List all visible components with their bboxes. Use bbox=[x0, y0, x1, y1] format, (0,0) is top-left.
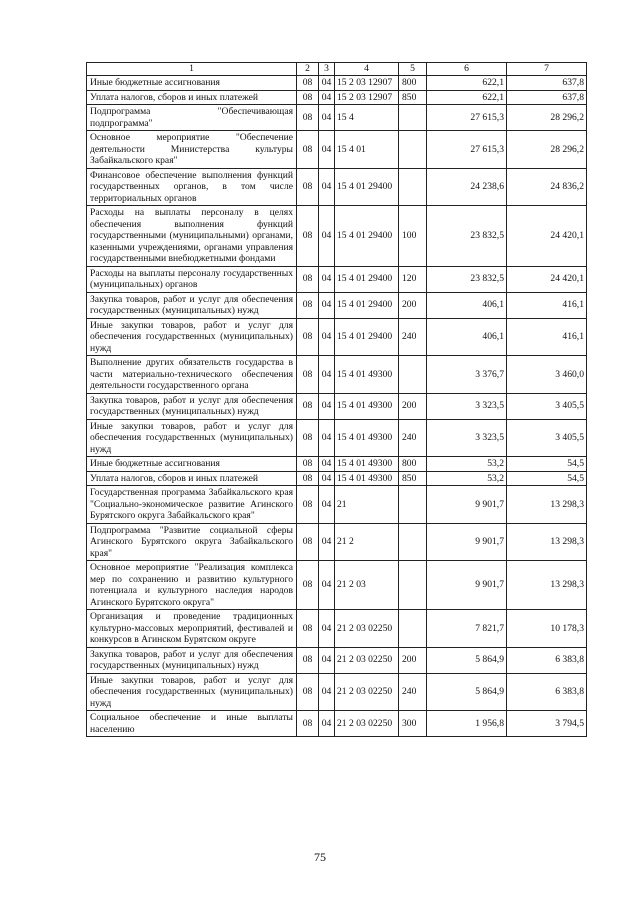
amount-col6-cell: 3 323,5 bbox=[427, 419, 507, 457]
amount-col7-cell: 3 460,0 bbox=[507, 356, 587, 394]
expense-type-cell: 200 bbox=[399, 393, 427, 419]
target-article-cell: 21 2 03 02250 bbox=[335, 610, 399, 648]
table-row bbox=[87, 457, 587, 472]
amount-col6-cell: 9 901,7 bbox=[427, 561, 507, 610]
table-row bbox=[87, 647, 587, 673]
section-code-cell: 08 bbox=[297, 647, 319, 673]
amount-col7-cell: 13 298,3 bbox=[507, 486, 587, 524]
table-row bbox=[87, 76, 587, 91]
subsection-code-cell: 04 bbox=[319, 76, 335, 91]
subsection-code-cell: 04 bbox=[319, 457, 335, 472]
subsection-code-cell: 04 bbox=[319, 131, 335, 169]
row-name-cell: Расходы на выплаты персоналу государственных (муниципальных) органов bbox=[87, 266, 297, 292]
row-name-cell: Уплата налогов, сборов и иных платежей bbox=[87, 471, 297, 486]
amount-col6-cell: 9 901,7 bbox=[427, 523, 507, 561]
table-header-row bbox=[87, 63, 587, 76]
amount-col6-cell: 53,2 bbox=[427, 471, 507, 486]
amount-col6-cell: 27 615,3 bbox=[427, 105, 507, 131]
target-article-cell: 15 4 01 29400 bbox=[335, 266, 399, 292]
expense-type-cell bbox=[399, 486, 427, 524]
target-article-cell: 15 4 01 bbox=[335, 131, 399, 169]
subsection-code-cell: 04 bbox=[319, 561, 335, 610]
expense-type-cell: 240 bbox=[399, 673, 427, 711]
target-article-cell: 15 4 01 49300 bbox=[335, 471, 399, 486]
target-article-cell: 15 4 01 29400 bbox=[335, 318, 399, 356]
table-row bbox=[87, 393, 587, 419]
header-cell: 6 bbox=[427, 63, 507, 76]
row-name-cell: Иные закупки товаров, работ и услуг для обеспечения государственных (муниципальных) нужд bbox=[87, 673, 297, 711]
row-name-cell: Подпрограмма "Развитие социальной сферы Агинского Бурятского округа Забайкальского края" bbox=[87, 523, 297, 561]
section-code-cell: 08 bbox=[297, 292, 319, 318]
expense-type-cell: 850 bbox=[399, 90, 427, 105]
section-code-cell: 08 bbox=[297, 471, 319, 486]
header-cell: 2 bbox=[297, 63, 319, 76]
amount-col6-cell: 7 821,7 bbox=[427, 610, 507, 648]
expense-type-cell bbox=[399, 523, 427, 561]
header-cell: 4 bbox=[335, 63, 399, 76]
subsection-code-cell: 04 bbox=[319, 266, 335, 292]
section-code-cell: 08 bbox=[297, 393, 319, 419]
section-code-cell: 08 bbox=[297, 318, 319, 356]
subsection-code-cell: 04 bbox=[319, 318, 335, 356]
amount-col6-cell: 622,1 bbox=[427, 90, 507, 105]
subsection-code-cell: 04 bbox=[319, 610, 335, 648]
subsection-code-cell: 04 bbox=[319, 168, 335, 206]
expense-type-cell: 300 bbox=[399, 711, 427, 737]
row-name-cell: Социальное обеспечение и иные выплаты населению bbox=[87, 711, 297, 737]
row-name-cell: Уплата налогов, сборов и иных платежей bbox=[87, 90, 297, 105]
amount-col7-cell: 54,5 bbox=[507, 471, 587, 486]
header-cell: 3 bbox=[319, 63, 335, 76]
expense-type-cell bbox=[399, 131, 427, 169]
amount-col7-cell: 54,5 bbox=[507, 457, 587, 472]
row-name-cell: Закупка товаров, работ и услуг для обеспечения государственных (муниципальных) нужд bbox=[87, 647, 297, 673]
subsection-code-cell: 04 bbox=[319, 419, 335, 457]
amount-col6-cell: 5 864,9 bbox=[427, 647, 507, 673]
row-name-cell: Организация и проведение традиционных культурно-массовых мероприятий, фестивалей и конкурсов в Агинском Бурятском округе bbox=[87, 610, 297, 648]
amount-col6-cell: 5 864,9 bbox=[427, 673, 507, 711]
amount-col6-cell: 406,1 bbox=[427, 292, 507, 318]
subsection-code-cell: 04 bbox=[319, 471, 335, 486]
expense-type-cell bbox=[399, 168, 427, 206]
table-row bbox=[87, 673, 587, 711]
row-name-cell: Закупка товаров, работ и услуг для обеспечения государственных (муниципальных) нужд bbox=[87, 393, 297, 419]
amount-col7-cell: 6 383,8 bbox=[507, 673, 587, 711]
header-cell: 5 bbox=[399, 63, 427, 76]
row-name-cell: Расходы на выплаты персоналу в целях обеспечения выполнения функций государственными (муниципальными) органами, казенными учреждениями, органами управления государственными внебюджетными фондами bbox=[87, 206, 297, 267]
amount-col7-cell: 24 420,1 bbox=[507, 206, 587, 267]
section-code-cell: 08 bbox=[297, 90, 319, 105]
subsection-code-cell: 04 bbox=[319, 711, 335, 737]
section-code-cell: 08 bbox=[297, 561, 319, 610]
subsection-code-cell: 04 bbox=[319, 90, 335, 105]
expense-type-cell: 800 bbox=[399, 457, 427, 472]
table-row bbox=[87, 90, 587, 105]
expense-type-cell: 240 bbox=[399, 318, 427, 356]
table-row bbox=[87, 168, 587, 206]
row-name-cell: Государственная программа Забайкальского края "Социально-экономическое развитие Агинского Бурятского округа Забайкальского края" bbox=[87, 486, 297, 524]
section-code-cell: 08 bbox=[297, 486, 319, 524]
target-article-cell: 15 2 03 12907 bbox=[335, 76, 399, 91]
amount-col6-cell: 1 956,8 bbox=[427, 711, 507, 737]
amount-col7-cell: 416,1 bbox=[507, 318, 587, 356]
amount-col6-cell: 23 832,5 bbox=[427, 206, 507, 267]
subsection-code-cell: 04 bbox=[319, 206, 335, 267]
table-row bbox=[87, 610, 587, 648]
expense-type-cell: 850 bbox=[399, 471, 427, 486]
target-article-cell: 21 2 03 02250 bbox=[335, 673, 399, 711]
amount-col6-cell: 3 323,5 bbox=[427, 393, 507, 419]
section-code-cell: 08 bbox=[297, 523, 319, 561]
row-name-cell: Выполнение других обязательств государства в части материально-технического обеспечения деятельности государственного органа bbox=[87, 356, 297, 394]
section-code-cell: 08 bbox=[297, 105, 319, 131]
section-code-cell: 08 bbox=[297, 356, 319, 394]
amount-col7-cell: 416,1 bbox=[507, 292, 587, 318]
amount-col7-cell: 637,8 bbox=[507, 76, 587, 91]
amount-col7-cell: 13 298,3 bbox=[507, 561, 587, 610]
amount-col6-cell: 27 615,3 bbox=[427, 131, 507, 169]
target-article-cell: 15 4 01 49300 bbox=[335, 356, 399, 394]
table-row bbox=[87, 292, 587, 318]
section-code-cell: 08 bbox=[297, 457, 319, 472]
table-row bbox=[87, 561, 587, 610]
table-row bbox=[87, 131, 587, 169]
row-name-cell: Иные бюджетные ассигнования bbox=[87, 457, 297, 472]
target-article-cell: 21 2 03 02250 bbox=[335, 647, 399, 673]
table-row bbox=[87, 523, 587, 561]
amount-col7-cell: 28 296,2 bbox=[507, 105, 587, 131]
table-row bbox=[87, 318, 587, 356]
expense-type-cell bbox=[399, 561, 427, 610]
expense-type-cell: 200 bbox=[399, 292, 427, 318]
target-article-cell: 15 4 01 29400 bbox=[335, 206, 399, 267]
row-name-cell: Основное мероприятие "Обеспечение деятельности Министерства культуры Забайкальского края" bbox=[87, 131, 297, 169]
target-article-cell: 21 2 03 bbox=[335, 561, 399, 610]
section-code-cell: 08 bbox=[297, 711, 319, 737]
amount-col6-cell: 23 832,5 bbox=[427, 266, 507, 292]
target-article-cell: 15 4 01 29400 bbox=[335, 292, 399, 318]
section-code-cell: 08 bbox=[297, 76, 319, 91]
expense-type-cell bbox=[399, 356, 427, 394]
subsection-code-cell: 04 bbox=[319, 673, 335, 711]
row-name-cell: Иные закупки товаров, работ и услуг для обеспечения государственных (муниципальных) нужд bbox=[87, 419, 297, 457]
row-name-cell: Закупка товаров, работ и услуг для обеспечения государственных (муниципальных) нужд bbox=[87, 292, 297, 318]
target-article-cell: 15 4 01 49300 bbox=[335, 419, 399, 457]
table-row bbox=[87, 206, 587, 267]
amount-col7-cell: 10 178,3 bbox=[507, 610, 587, 648]
expense-type-cell: 240 bbox=[399, 419, 427, 457]
target-article-cell: 21 2 03 02250 bbox=[335, 711, 399, 737]
section-code-cell: 08 bbox=[297, 131, 319, 169]
row-name-cell: Основное мероприятие "Реализация комплекса мер по сохранению и развитию культурного потенциала и культурного наследия народов Агинского Бурятского округа" bbox=[87, 561, 297, 610]
expense-type-cell: 100 bbox=[399, 206, 427, 267]
section-code-cell: 08 bbox=[297, 673, 319, 711]
amount-col6-cell: 3 376,7 bbox=[427, 356, 507, 394]
amount-col6-cell: 24 238,6 bbox=[427, 168, 507, 206]
section-code-cell: 08 bbox=[297, 266, 319, 292]
header-cell: 7 bbox=[507, 63, 587, 76]
subsection-code-cell: 04 bbox=[319, 647, 335, 673]
amount-col7-cell: 13 298,3 bbox=[507, 523, 587, 561]
target-article-cell: 15 2 03 12907 bbox=[335, 90, 399, 105]
subsection-code-cell: 04 bbox=[319, 292, 335, 318]
target-article-cell: 15 4 01 49300 bbox=[335, 393, 399, 419]
section-code-cell: 08 bbox=[297, 168, 319, 206]
target-article-cell: 21 2 bbox=[335, 523, 399, 561]
table-row bbox=[87, 711, 587, 737]
expense-type-cell: 120 bbox=[399, 266, 427, 292]
row-name-cell: Иные закупки товаров, работ и услуг для обеспечения государственных (муниципальных) нужд bbox=[87, 318, 297, 356]
budget-table bbox=[86, 62, 587, 737]
amount-col7-cell: 24 836,2 bbox=[507, 168, 587, 206]
amount-col7-cell: 3 794,5 bbox=[507, 711, 587, 737]
amount-col7-cell: 637,8 bbox=[507, 90, 587, 105]
subsection-code-cell: 04 bbox=[319, 393, 335, 419]
table-row bbox=[87, 105, 587, 131]
amount-col6-cell: 622,1 bbox=[427, 76, 507, 91]
expense-type-cell bbox=[399, 105, 427, 131]
amount-col7-cell: 3 405,5 bbox=[507, 393, 587, 419]
amount-col6-cell: 406,1 bbox=[427, 318, 507, 356]
expense-type-cell: 800 bbox=[399, 76, 427, 91]
section-code-cell: 08 bbox=[297, 610, 319, 648]
section-code-cell: 08 bbox=[297, 206, 319, 267]
table-row bbox=[87, 266, 587, 292]
row-name-cell: Финансовое обеспечение выполнения функций государственных органов, в том числе территориальных органов bbox=[87, 168, 297, 206]
subsection-code-cell: 04 bbox=[319, 356, 335, 394]
table-body bbox=[87, 63, 587, 737]
table-row bbox=[87, 471, 587, 486]
amount-col6-cell: 53,2 bbox=[427, 457, 507, 472]
subsection-code-cell: 04 bbox=[319, 486, 335, 524]
amount-col7-cell: 28 296,2 bbox=[507, 131, 587, 169]
expense-type-cell: 200 bbox=[399, 647, 427, 673]
header-cell: 1 bbox=[87, 63, 297, 76]
amount-col7-cell: 6 383,8 bbox=[507, 647, 587, 673]
target-article-cell: 15 4 01 29400 bbox=[335, 168, 399, 206]
target-article-cell: 15 4 01 49300 bbox=[335, 457, 399, 472]
expense-type-cell bbox=[399, 610, 427, 648]
table-row bbox=[87, 419, 587, 457]
row-name-cell: Иные бюджетные ассигнования bbox=[87, 76, 297, 91]
amount-col7-cell: 3 405,5 bbox=[507, 419, 587, 457]
amount-col6-cell: 9 901,7 bbox=[427, 486, 507, 524]
subsection-code-cell: 04 bbox=[319, 105, 335, 131]
row-name-cell: Подпрограмма "Обеспечивающая подпрограмма" bbox=[87, 105, 297, 131]
page-number: 75 bbox=[314, 850, 326, 864]
subsection-code-cell: 04 bbox=[319, 523, 335, 561]
section-code-cell: 08 bbox=[297, 419, 319, 457]
amount-col7-cell: 24 420,1 bbox=[507, 266, 587, 292]
table-row bbox=[87, 486, 587, 524]
table-row bbox=[87, 356, 587, 394]
target-article-cell: 15 4 bbox=[335, 105, 399, 131]
target-article-cell: 21 bbox=[335, 486, 399, 524]
